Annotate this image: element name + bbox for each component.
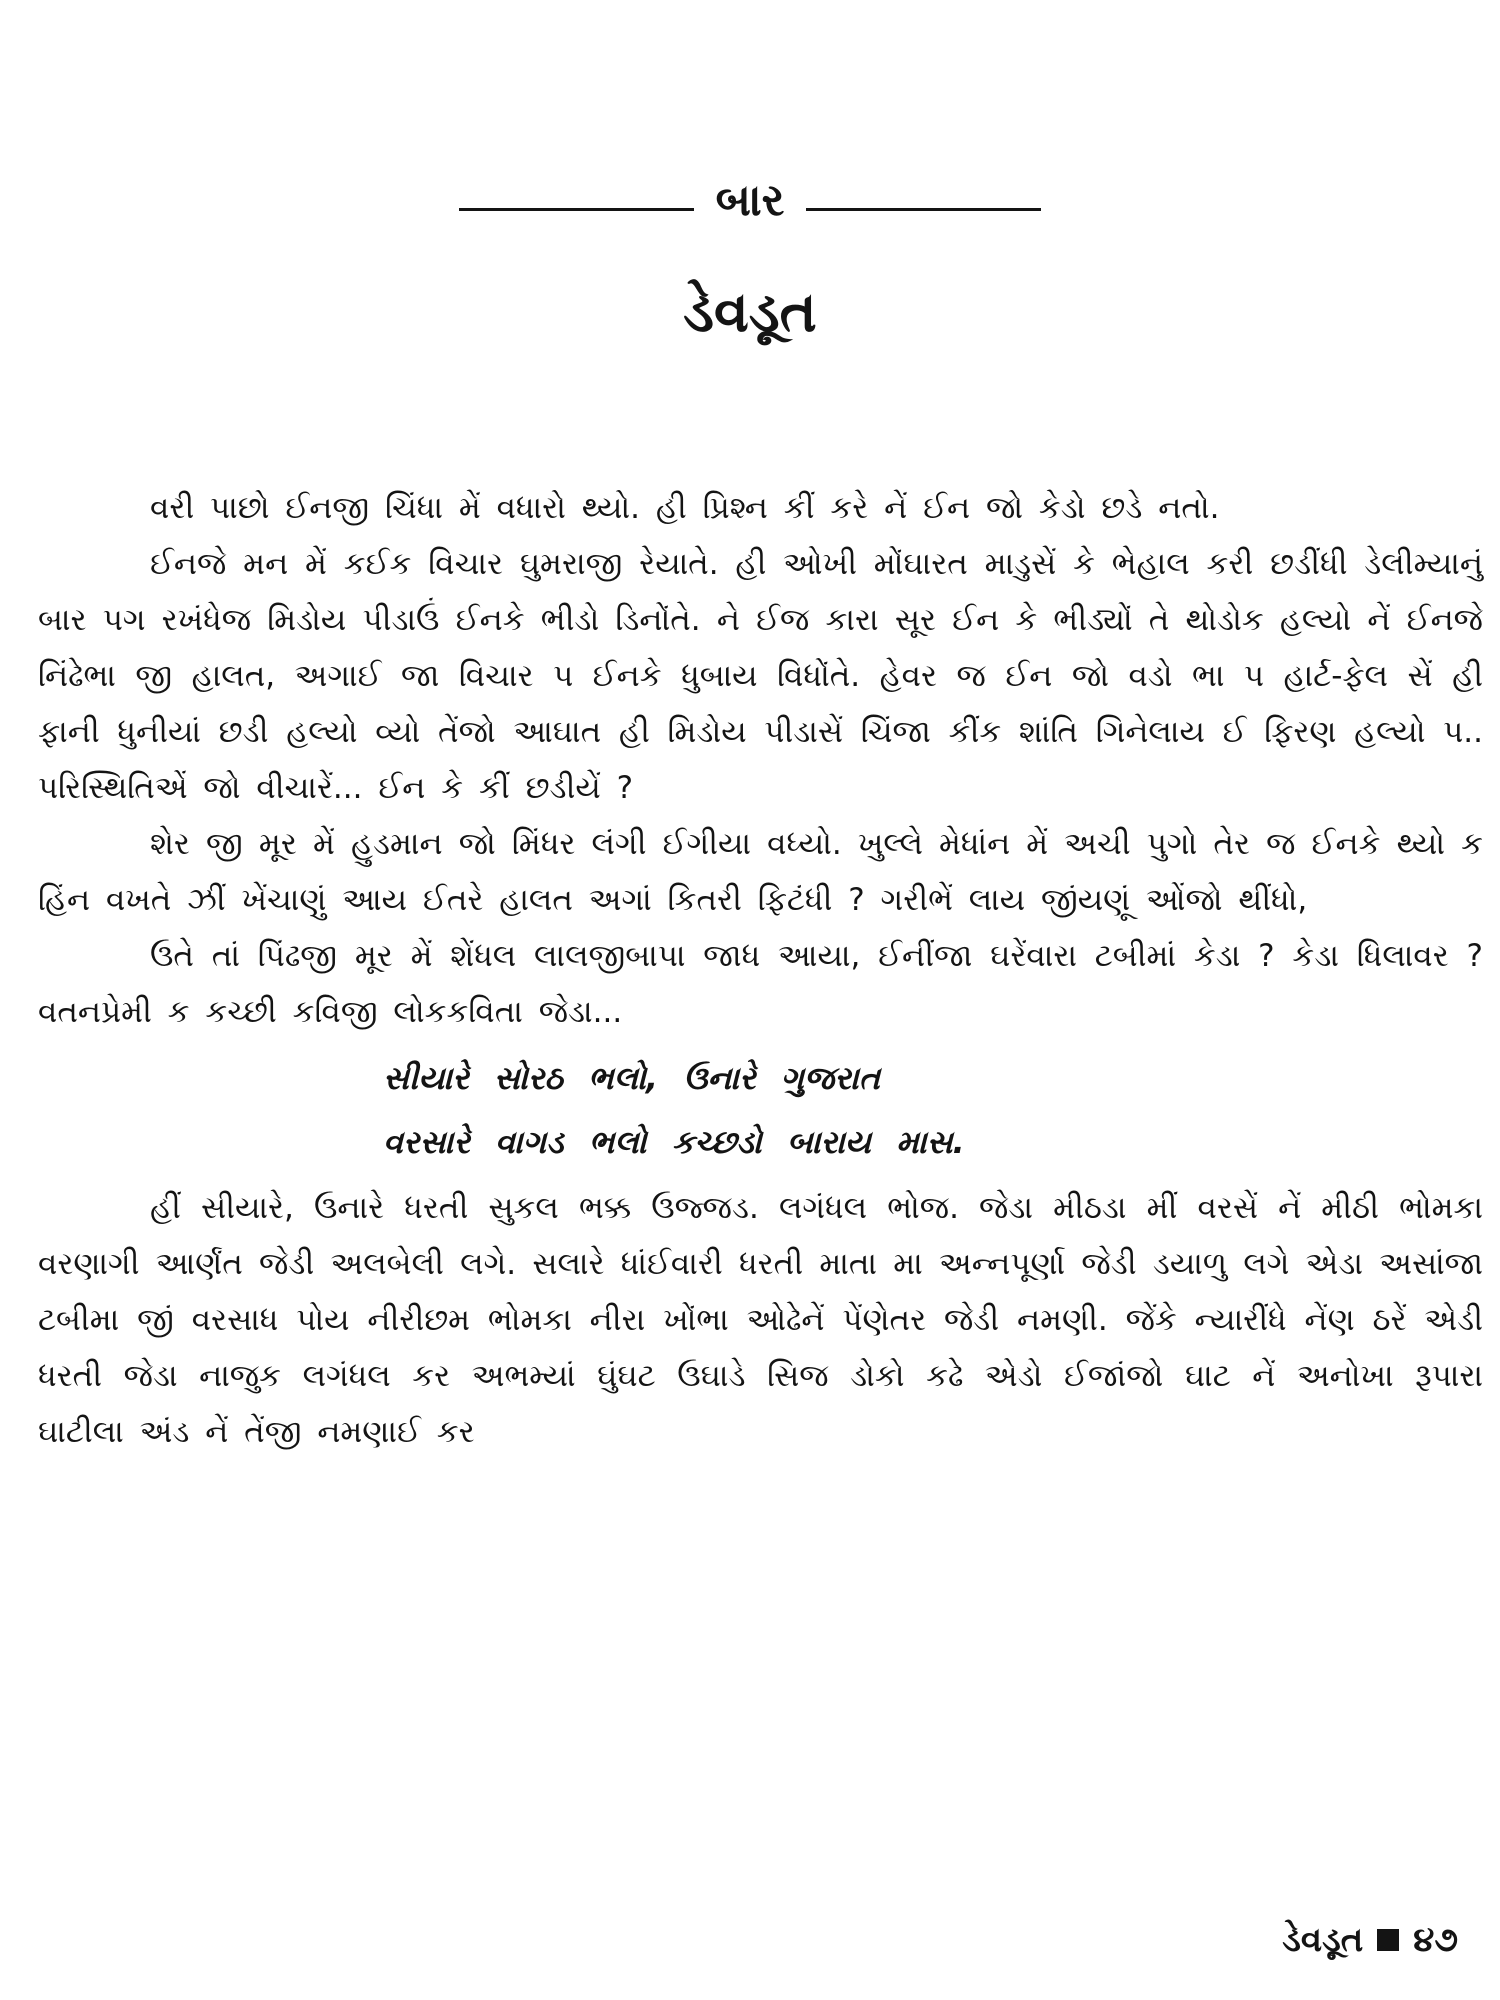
paragraph: વરી પાછો ઈનજી ચિંધા મેં વધારો થ્યો. હી પ્રિશ્ન કીં કરે નેં ઈન જો કેડો છડે નતો. [150, 490, 1220, 526]
verse-block [38, 1046, 1483, 1174]
page-footer [1282, 1920, 1458, 1960]
chapter-title: ડેવડૂત [683, 280, 817, 345]
body-text [38, 480, 1483, 1460]
running-title: ડેવડૂત [1282, 1920, 1364, 1960]
chapter-header [420, 165, 1080, 235]
chapter-number: બાર [715, 174, 785, 226]
paragraph: હીં સીયારે, ઉનારે ધરતી સુકલ ભક્ક ઉજ્જડ. લગંધલ ભોજ. જેડા મીઠડા મીં વરસેં નેં મીઠી ભોમકા વરણાગી આર્ણંત જેડી અલબેલી લગે. સલારે ધાંઈવારી ધરતી માતા મા અન્નપૂર્ણા જેડી ડયાળુ લગે એડા અસાંજા ટબીમા જીં વરસાધ પોય નીરીછમ ભોમકા નીરા ખોંભા ઓઢેનેં પેંણેતર જેડી નમણી. જેંકે ન્યારીંધે નેંણ ઠરેં એડી ધરતી જેડા નાજુક લગંધલ કર અભમ્યાં ઘુંઘટ ઉઘાડે સિજ ડોકો કઢે એડો ઈજાંજો ઘાટ નેં અનોખા રૂપારા ઘાટીલા અંડ નેં તેંજી નમણાઈ કર [38, 1190, 1483, 1450]
page-number: ૪૭ [1413, 1920, 1458, 1960]
verse-line: વરસારે વાગડ ભલો કચ્છડો બારાય માસ. [383, 1123, 965, 1161]
paragraph: ઈનજે મન મેં કઈક વિચાર ઘુમરાજી રેયાતે. હી ઓખી મોંઘારત માડુસેં કે ભેહાલ કરી છડીંધી ડેલીમ્યાનું બાર પગ રખંધેજ મિડોય પીડાઉં ઈનકે ભીડો ડિનોંતે. ને ઈજ કારા સૂર ઈન કે ભીડ્યોં તે થોડોક હલ્યો નેં ઈનજે નિંઢેભા જી હાલત, અગાઈ જા વિચાર પ ઈનકે ધુબાય વિધોંતે. હેવર જ ઈન જો વડો ભા પ હાર્ટ-ફેલ સેં હી ફાની ધુનીયાં છડી હલ્યો વ્યો તેંજો આઘાત હી મિડોય પીડાસેં ચિંજા કીંક શાંતિ ગિનેલાય ઈ ફિરણ હલ્યો પ.. પરિસ્થિતિએં જો વીચારેં... ઈન કે કીં છડીયેં ? [38, 546, 1483, 806]
verse-line: સીયારે સોરઠ ભલો, ઉનારે ગુજરાત [383, 1059, 880, 1097]
header-rule-right [806, 208, 1041, 211]
square-separator-icon [1377, 1929, 1399, 1951]
paragraph: ઉતે તાં પિંઢજી મૂર મેં શેંધલ લાલજીબાપા જાધ આયા, ઈનીંજા ઘરેંવારા ટબીમાં કેડા ? કેડા ધિલાવર ? વતનપ્રેમી ક કચ્છી કવિજી લોકકવિતા જેડા... [38, 938, 1483, 1030]
header-rule-left [459, 208, 694, 211]
paragraph: શેર જી મૂર મેં હુડમાન જો મિંધર લંગી ઈગીયા વધ્યો. ખુલ્લે મેધાંન મેં અચી પુગો તેર જ ઈનકે થ્યો ક હિંન વખતે ઝીં ખેંચાણું આય ઈતરે હાલત અગાં કિતરી ફિટંધી ? ગરીભેં લાય જીંયણૂં ઓંજો થીંધો, [38, 826, 1483, 918]
